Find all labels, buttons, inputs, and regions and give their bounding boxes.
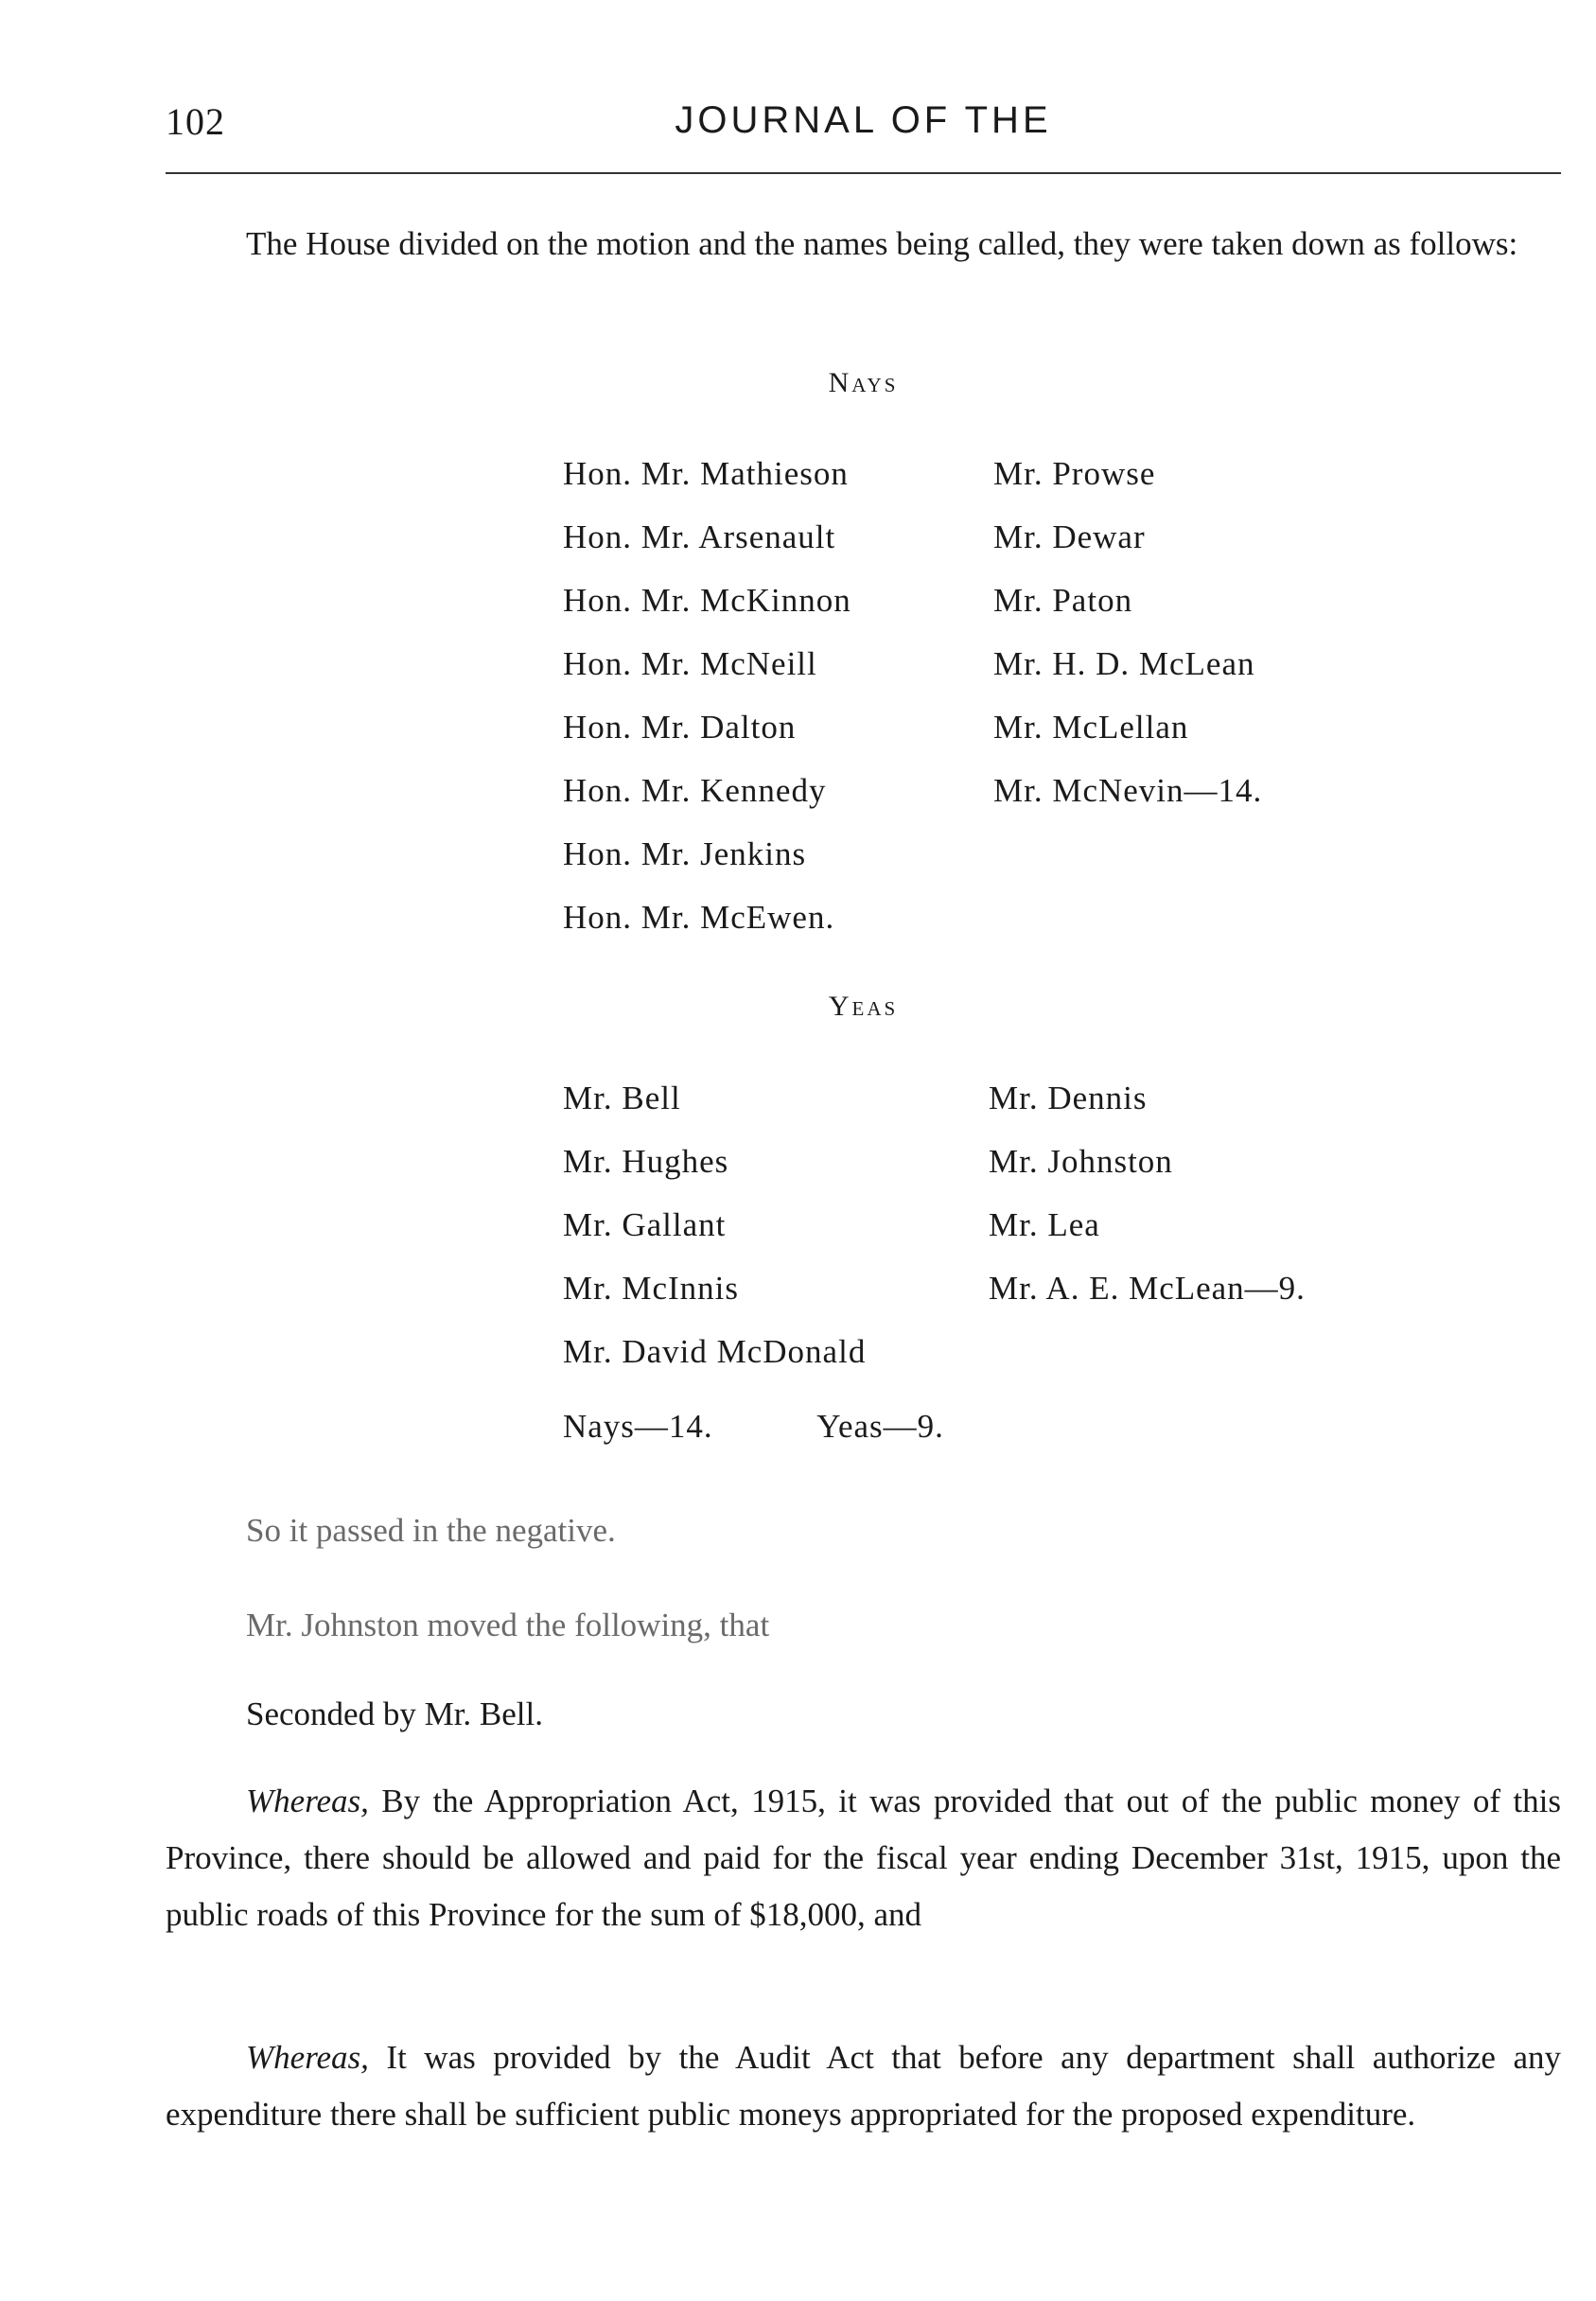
whereas-lead: Whereas, <box>246 2039 369 2076</box>
intro-paragraph <box>166 216 1561 272</box>
list-item: Hon. Mr. Jenkins <box>563 835 807 872</box>
nays-left-column <box>563 442 851 949</box>
yeas-total: Yeas—9. <box>816 1408 944 1445</box>
nays-heading: Nays <box>828 367 899 398</box>
running-title: JOURNAL OF THE <box>675 99 1052 141</box>
yeas-heading: Yeas <box>828 991 899 1022</box>
list-item: Mr. Prowse <box>993 455 1156 492</box>
list-item: Hon. Mr. Dalton <box>563 709 797 746</box>
nays-total: Nays—14. <box>563 1408 713 1445</box>
list-item: Mr. Paton <box>993 582 1133 619</box>
list-item: Mr. H. D. McLean <box>993 645 1255 682</box>
whereas-paragraph-2 <box>166 2029 1561 2143</box>
seconded-paragraph <box>166 1686 1561 1743</box>
page-number: 102 <box>166 100 225 143</box>
list-item: Hon. Mr. McKinnon <box>563 582 851 619</box>
list-item: Mr. Hughes <box>563 1143 729 1180</box>
list-item: Mr. Gallant <box>563 1206 727 1243</box>
intro-text: The House divided on the motion and the names being called, they were taken down as follows: <box>246 225 1518 262</box>
list-item: Hon. Mr. Kennedy <box>563 772 827 809</box>
list-item: Mr. Dewar <box>993 518 1146 555</box>
whereas-paragraph-1 <box>166 1773 1561 1943</box>
motion-paragraph <box>166 1597 1561 1654</box>
list-item: Mr. Dennis <box>989 1080 1148 1116</box>
passed-text: So it passed in the negative. <box>246 1512 616 1549</box>
list-item: Mr. Bell <box>563 1080 681 1116</box>
list-item: Hon. Mr. McNeill <box>563 645 817 682</box>
list-item: Hon. Mr. Arsenault <box>563 518 836 555</box>
list-item: Mr. McNevin—14. <box>993 772 1263 809</box>
list-item: Mr. McInnis <box>563 1270 739 1307</box>
nays-right-column <box>993 442 1262 822</box>
motion-text: Mr. Johnston moved the following, that <box>246 1607 770 1643</box>
vote-tally <box>563 1408 944 1446</box>
page-header <box>166 99 1561 156</box>
list-item: Mr. A. E. McLean—9. <box>989 1270 1306 1307</box>
header-rule <box>166 172 1561 174</box>
yeas-left-column <box>563 1066 866 1383</box>
list-item: Mr. Johnston <box>989 1143 1173 1180</box>
whereas-text: It was provided by the Audit Act that before any department shall authorize any expenditure there shall be sufficient public moneys appropriated for the proposed expenditure. <box>166 2039 1561 2133</box>
list-item: Mr. David McDonald <box>563 1333 867 1370</box>
list-item: Hon. Mr. McEwen. <box>563 899 835 936</box>
yeas-right-column <box>989 1066 1306 1320</box>
seconded-text: Seconded by Mr. Bell. <box>246 1695 543 1732</box>
list-item: Mr. McLellan <box>993 709 1189 746</box>
list-item: Hon. Mr. Mathieson <box>563 455 849 492</box>
list-item: Mr. Lea <box>989 1206 1100 1243</box>
passed-paragraph <box>166 1502 1561 1559</box>
whereas-text: By the Appropriation Act, 1915, it was provided that out of the public money of this Province, there should be allowed and paid for the fiscal year ending December 31st, 1915, upon the public roads of this Province for the sum of $18,000, and <box>166 1783 1561 1933</box>
whereas-lead: Whereas, <box>246 1783 369 1819</box>
